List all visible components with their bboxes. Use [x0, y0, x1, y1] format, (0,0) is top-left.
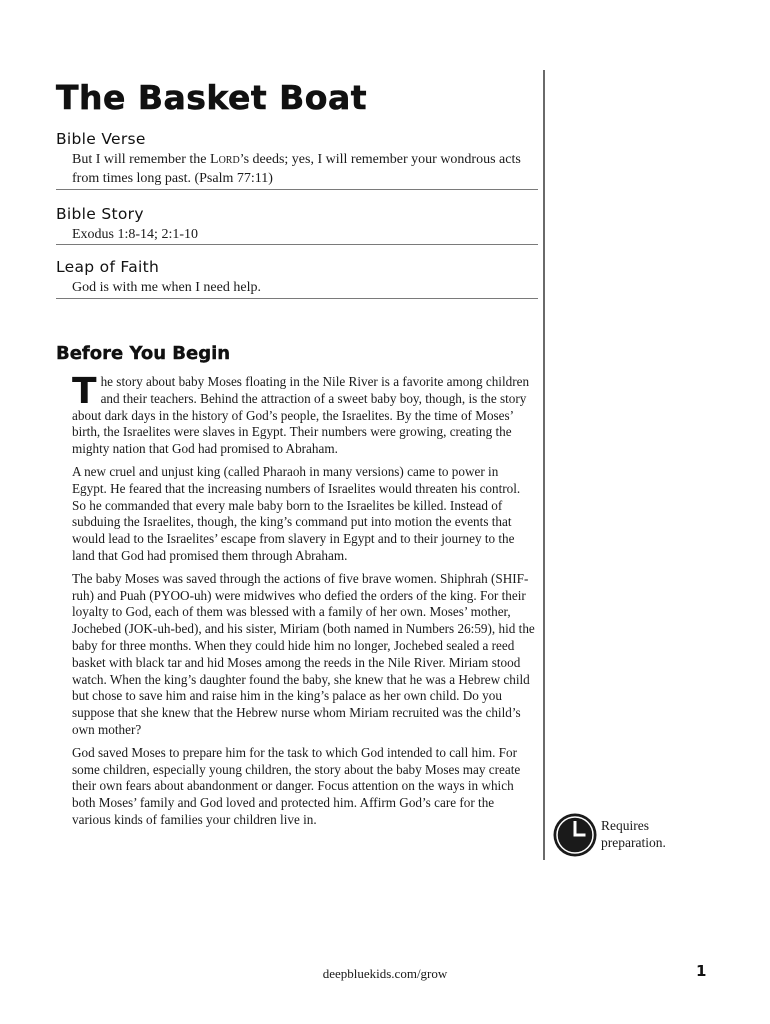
column-divider: [543, 70, 545, 860]
article-paragraph-2: A new cruel and unjust king (called Pharaoh in many versions) came to power in Egypt. He feared that the increasing numbers of Israelites would threaten his control. So he commanded that every male baby born to the Israelites be killed. Instead of subduing the Israelites, though, the king’s command put into motion the events that would lead to the Israelites’ escape from slavery in Egypt and to their journey to the land that God had promised them through Abraham.: [72, 463, 521, 563]
before-you-begin-heading: Before You Begin: [56, 343, 231, 364]
article-paragraph-3: The baby Moses was saved through the actions of five brave women. Shiphrah (SHIF-ruh) and Puah (PYOO-uh) were midwives who defied the orders of the king. For their loyalty to God, each of them was blessed with a family of her own. Moses’ mother, Jochebed (JOK-uh-bed), and his sister, Miriam (both named in Numbers 26:59), hid the baby for three months. When they could hide him no longer, Jochebed sealed a reed basket with black tar and hid Moses among the reeds in the Nile River. Miriam stood watch. When the king’s daughter found the baby, she knew that he was a Hebrew child but chose to save him and raise him in the king’s palace as her own child. Do you suppose that she knew that the Hebrew nurse whom Miriam recruited was the child’s own mother?: [72, 570, 535, 737]
bible-story-text: Exodus 1:8-14; 2:1-10: [72, 227, 198, 242]
footer-url: deepbluekids.com/grow: [322, 966, 448, 981]
paragraph-1-text: he story about baby Moses floating in the Nile River is a favorite among children and their teachers. Behind the attraction of a sweet baby boy, though, is the story about dark days in the history of God’s people, the Israelites. By the time of Moses’ birth, the Israelites were slaves in Egypt. Their numbers were growing, creating the mighty nation that God had promised to Abraham.: [72, 374, 530, 457]
article-paragraph-1: [72, 371, 536, 458]
section-rule: [56, 298, 538, 299]
bible-verse-heading: Bible Verse: [56, 130, 146, 148]
leap-of-faith-text: God is with me when I need help.: [72, 280, 261, 295]
article-paragraph-4: God saved Moses to prepare him for the task to which God intended to call him. For some children, especially young children, the story about the baby Moses may create their own fears about abandonment or danger. Focus attention on the ways in which both Moses’ family and God loved and protected him. Affirm God’s care for the various kinds of families your children live in.: [72, 744, 521, 827]
bible-verse-section: [56, 130, 538, 188]
preparation-text: [601, 817, 666, 851]
clock-icon: [552, 812, 598, 858]
bible-story-heading: Bible Story: [56, 205, 144, 223]
drop-cap: T: [72, 371, 97, 412]
bible-story-section: [56, 205, 538, 244]
bible-verse-text-after: ’s deeds; yes, I will remember your wondrous acts from times long past. (Psalm 77:11): [72, 152, 521, 186]
before-you-begin-article: [72, 371, 536, 835]
bible-verse-lord: Lord: [210, 152, 240, 167]
page-number: 1: [696, 962, 707, 980]
bible-verse-text: [72, 150, 538, 188]
leap-of-faith-heading: Leap of Faith: [56, 258, 160, 276]
leap-of-faith-section: [56, 258, 538, 297]
preparation-line-2: preparation.: [601, 835, 666, 850]
section-rule: [56, 244, 538, 245]
preparation-note: [552, 812, 752, 860]
section-rule: [56, 189, 538, 190]
bible-verse-text-before: But I will remember the: [72, 152, 211, 167]
preparation-line-1: Requires: [601, 818, 649, 833]
page-title: The Basket Boat: [56, 78, 368, 117]
